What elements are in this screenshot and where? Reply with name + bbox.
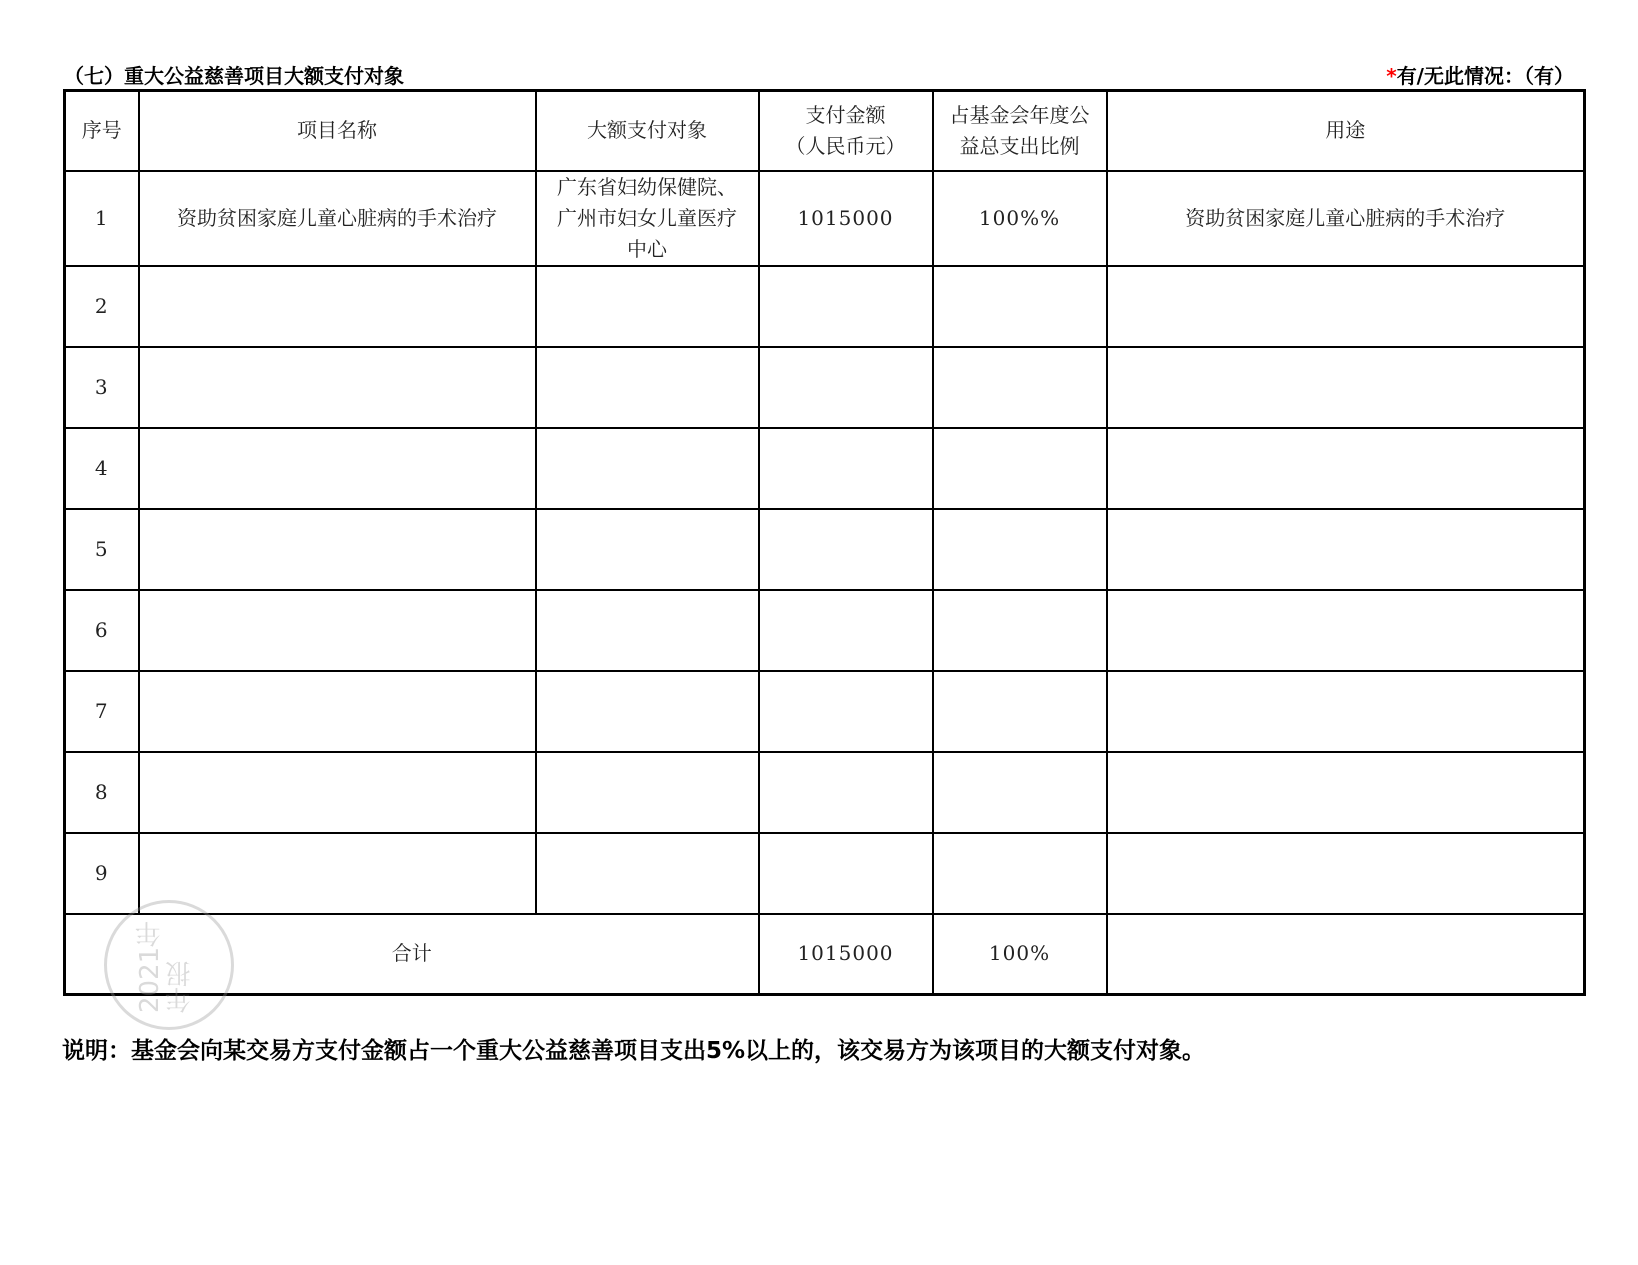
explanatory-note: 说明：基金会向某交易方支付金额占一个重大公益慈善项目支出5%以上的，该交易方为该项目的大额支付对象。 <box>62 1038 1206 1064</box>
total-ratio: 100% <box>933 914 1107 995</box>
cell-project <box>139 671 536 752</box>
header-cell-amount <box>759 91 933 171</box>
cell-purpose <box>1107 266 1585 347</box>
cell-project <box>139 509 536 590</box>
cell-project <box>139 266 536 347</box>
cell-purpose: 资助贫困家庭儿童心脏病的手术治疗 <box>1107 171 1585 266</box>
cell-project <box>139 428 536 509</box>
cell-recipient <box>536 266 759 347</box>
header-cell-project: 项目名称 <box>139 91 536 171</box>
cell-amount: 1015000 <box>759 171 933 266</box>
cell-no: 7 <box>65 671 139 752</box>
cell-purpose <box>1107 752 1585 833</box>
cell-amount <box>759 671 933 752</box>
payment-table <box>63 89 1586 996</box>
table-row <box>65 833 1585 914</box>
header-cell-purpose: 用途 <box>1107 91 1585 171</box>
cell-ratio <box>933 590 1107 671</box>
total-label: 合计 <box>65 914 759 995</box>
stamp-text: 2021年年报 <box>135 920 195 1013</box>
section-header <box>64 56 1584 86</box>
table-row <box>65 590 1585 671</box>
cell-ratio <box>933 347 1107 428</box>
cell-project: 资助贫困家庭儿童心脏病的手术治疗 <box>139 171 536 266</box>
cell-recipient <box>536 752 759 833</box>
cell-recipient <box>536 833 759 914</box>
cell-amount <box>759 590 933 671</box>
table-row <box>65 671 1585 752</box>
cell-no: 3 <box>65 347 139 428</box>
cell-no: 2 <box>65 266 139 347</box>
header-cell-ratio <box>933 91 1107 171</box>
cell-purpose <box>1107 347 1585 428</box>
cell-amount <box>759 347 933 428</box>
table-row <box>65 171 1585 266</box>
cell-no: 9 <box>65 833 139 914</box>
cell-ratio <box>933 509 1107 590</box>
cell-recipient <box>536 171 759 266</box>
required-mark: * <box>1386 64 1397 88</box>
cell-amount <box>759 833 933 914</box>
cell-project <box>139 347 536 428</box>
cell-no: 5 <box>65 509 139 590</box>
header-ratio-line2: 益总支出比例 <box>959 133 1080 158</box>
cell-recipient <box>536 428 759 509</box>
cell-recipient <box>536 347 759 428</box>
section-title: （七）重大公益慈善项目大额支付对象 <box>64 64 404 88</box>
cell-ratio: 100%% <box>933 171 1107 266</box>
header-cell-recipient: 大额支付对象 <box>536 91 759 171</box>
recipient-line1: 广东省妇幼保健院、 <box>557 174 737 199</box>
cell-no: 8 <box>65 752 139 833</box>
cell-purpose <box>1107 590 1585 671</box>
cell-amount <box>759 509 933 590</box>
cell-ratio <box>933 833 1107 914</box>
cell-purpose <box>1107 428 1585 509</box>
cell-ratio <box>933 428 1107 509</box>
cell-ratio <box>933 752 1107 833</box>
table-row <box>65 509 1585 590</box>
cell-recipient <box>536 671 759 752</box>
cell-purpose <box>1107 509 1585 590</box>
table-total-row <box>65 914 1585 995</box>
table-row <box>65 347 1585 428</box>
cell-amount <box>759 428 933 509</box>
total-purpose <box>1107 914 1585 995</box>
cell-purpose <box>1107 671 1585 752</box>
cell-no: 1 <box>65 171 139 266</box>
table-row <box>65 266 1585 347</box>
cell-purpose <box>1107 833 1585 914</box>
total-amount: 1015000 <box>759 914 933 995</box>
cell-project <box>139 752 536 833</box>
header-ratio-line1: 占基金会年度公 <box>949 102 1090 127</box>
cell-no: 6 <box>65 590 139 671</box>
table-row <box>65 752 1585 833</box>
cell-recipient <box>536 590 759 671</box>
status-value: （有） <box>1524 64 1574 88</box>
table-row <box>65 428 1585 509</box>
header-amount-line2: （人民币元） <box>785 133 906 158</box>
status-indicator <box>1386 60 1574 89</box>
cell-amount <box>759 752 933 833</box>
header-cell-no: 序号 <box>65 91 139 171</box>
cell-project <box>139 833 536 914</box>
header-amount-line1: 支付金额 <box>805 102 886 127</box>
cell-amount <box>759 266 933 347</box>
table-header-row <box>65 91 1585 171</box>
cell-project <box>139 590 536 671</box>
status-label: 有/无此情况： <box>1396 64 1524 88</box>
recipient-line2: 广州市妇女儿童医疗 <box>557 205 737 230</box>
cell-no: 4 <box>65 428 139 509</box>
cell-recipient <box>536 509 759 590</box>
recipient-line3: 中心 <box>627 236 667 261</box>
cell-ratio <box>933 266 1107 347</box>
cell-ratio <box>933 671 1107 752</box>
